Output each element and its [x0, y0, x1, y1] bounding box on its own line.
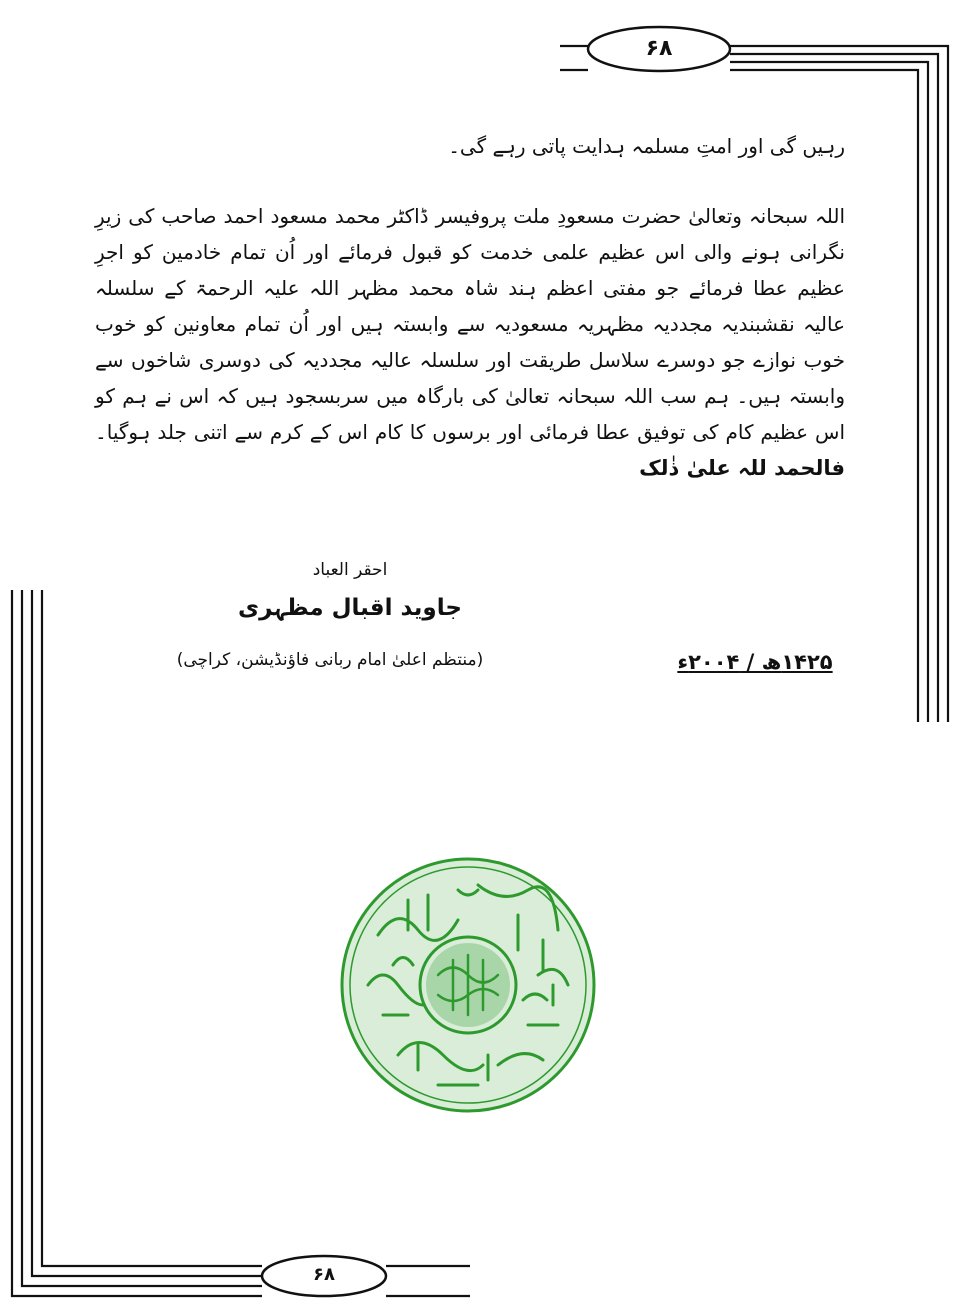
- signature-organization: (منتظم اعلیٰ امام ربانی فاؤنڈیشن، کراچی): [176, 650, 484, 670]
- closing-phrase: فالحمد للہ علیٰ ذٰلک: [639, 456, 845, 480]
- page-number-top: ۶۸: [645, 36, 673, 61]
- page-number-bottom: ۶۸: [313, 1264, 335, 1285]
- seal-icon: [338, 855, 598, 1115]
- signature-label: احقر العباد: [312, 560, 388, 580]
- signature-date: ۱۴۲۵ھ / ۲۰۰۴ء: [677, 650, 833, 674]
- signature-name: جاوید اقبال مظہری: [238, 595, 462, 621]
- paragraph-main: [95, 198, 845, 486]
- paragraph-main-text: اللہ سبحانہ وتعالیٰ حضرت مسعودِ ملت پروفیسر ڈاکٹر محمد مسعود احمد صاحب کی زیرِ نگرانی ہونے والی اس عظیم علمی خدمت کو قبول فرمائے اور اُن تمام خادمین کو اجرِ عظیم عطا فرمائے جو مفتی اعظم ہند شاہ محمد مظہر اللہ علیہ الرحمۃ کے سلسلہ عالیہ نقشبندیہ مجددیہ مظہریہ مسعودیہ سے وابستہ ہیں اور اُن تمام معاونین کو خوب خوب نوازے جو دوسرے سلاسل طریقت اور سلسلہ عالیہ مجددیہ کی دوسری شاخوں سے وابستہ ہیں۔ ہم سب اللہ سبحانہ تعالیٰ کی بارگاہ میں سربسجود ہیں کہ اس نے ہم کو اس عظیم کام کی توفیق عطا فرمائی اور برسوں کا کام اس کے کرم سے اتنی جلد ہوگیا۔: [95, 204, 845, 444]
- paragraph-continuation: رہیں گی اور امتِ مسلمہ ہدایت پاتی رہے گی۔: [448, 134, 845, 158]
